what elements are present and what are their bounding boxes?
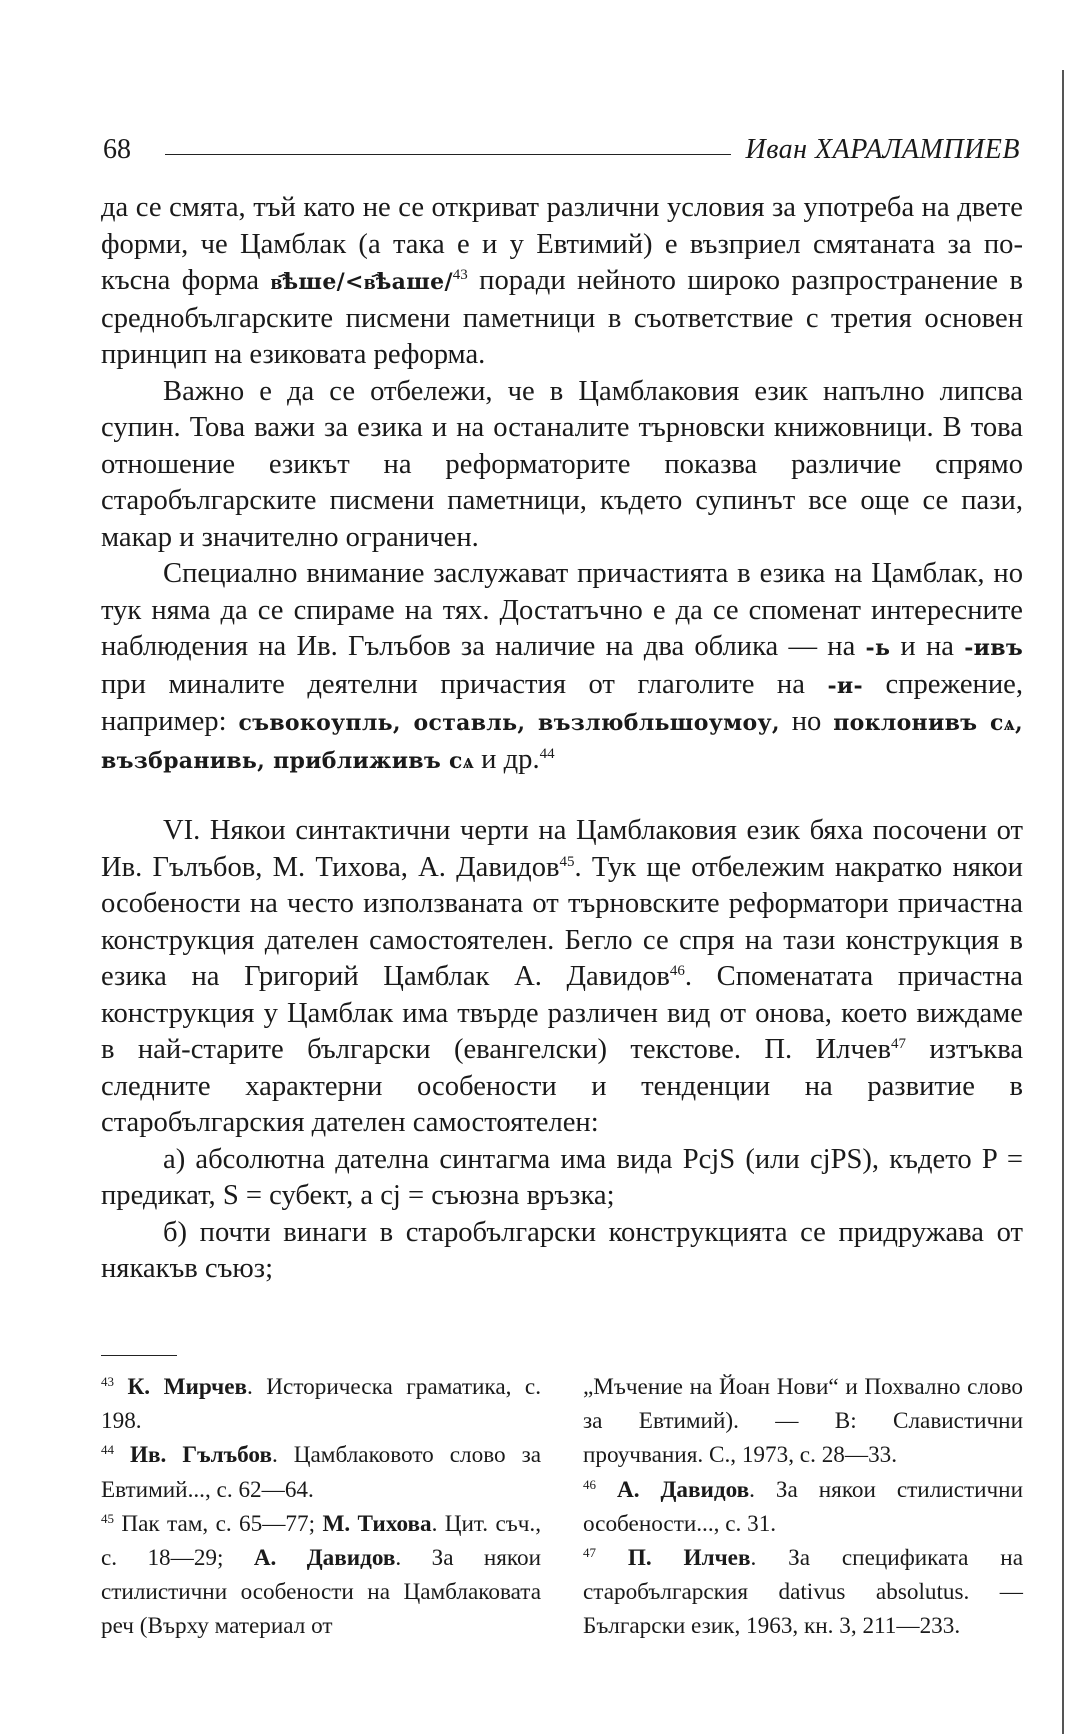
paragraph-1: да се смята, тъй като не се откриват различни условия за употреба на двете форми, че Цамблак (а така е и у Евтимий) е възприел смятаната за по-късна форма в҄ѣше/<в҄ѣаше/$^{43}$ поради нейното широко разпространение в среднобългарските писмени паметници в съответствие с третия основен принцип на езиковата реформа. [101, 192, 1023, 370]
paragraph-2: Важно е да се отбележи, че в Цамблаковия език напълно липсва супин. Това важи за езика и на останалите търновски книжовници. В това отношение езикът на реформаторите показва различие спрямо старобългарските писмени паметници, където супинът все още се пази, макар и значително ограничен. [101, 375, 1023, 553]
main-text [101, 190, 1023, 1288]
footnote-separator [101, 1355, 177, 1356]
page-number: 68 [103, 134, 131, 165]
footnote-45-continued: „Мъчение на Йоан Нови“ и Похвално слово за Евтимий). — В: Славистични проучвания. С., 1973, с. 28—33. [583, 1374, 1023, 1469]
footnotes-left-column [101, 1370, 541, 1644]
footnote-ref-47: 47 [891, 1036, 907, 1052]
footnote-44: $^{44}$ Ив. Гълъбов. Цамблаковото слово за Евтимий..., с. 62—64. [101, 1442, 542, 1503]
footnote-ref-45: 45 [559, 853, 575, 870]
running-header [103, 130, 1020, 170]
footnote-ref-44: 44 [539, 745, 555, 762]
old-church-slavonic-suffix: -ь [865, 635, 891, 661]
paragraph-6: б) почти винаги в старобългарски конструкцията се придружава от някакъв съюз; [101, 1216, 1023, 1284]
header-rule [165, 154, 731, 155]
footnote-43: $^{43}$ К. Мирчев. Историческа граматика, с. 198. [101, 1374, 541, 1435]
footnote-46: $^{46}$ А. Давидов. За някои стилистични особености..., с. 31. [583, 1476, 1024, 1537]
old-church-slavonic-examples: съвокоупль, оставль, възлюбльшоумоу, [238, 710, 780, 736]
footnotes [101, 1370, 1023, 1644]
old-church-slavonic-suffix: -и- [827, 672, 863, 699]
paragraph-3: Специално внимание заслужават причастията в езика на Цамблак, но тук няма да се спираме на тях. Достатъчно е да се споменат интересните наблюдения на Ив. Гълъбов за наличие на два облика — на -ь и на -ивъ при миналите деятелни причастия от глаголите на -и- спрежение, например: съвокоупль, оставль, възлюбльшоумоу, но поклонивъ сѧ, възбранивь, приближивъ сѧ и др.$^{44}$ [101, 558, 1024, 775]
paragraph-5: а) абсолютна дателна синтагма има вида PcjS (или cjPS), където P = предикат, S = субект, а cj = съюзна връзка; [101, 1143, 1023, 1211]
page-edge-line [1062, 70, 1064, 1734]
footnote-ref-46: 46 [669, 963, 685, 979]
old-church-slavonic-suffix: -ивъ [964, 635, 1024, 661]
footnote-47: $^{47}$ П. Илчев. За спецификата на старобългарския dativus absolutus. — Български език, 1963, кн. 3, 211—233. [583, 1545, 1023, 1640]
footnote-45: $^{45}$ Пак там, с. 65—77; М. Тихова. Цит. съч., с. 18—29; А. Давидов. За някои стилистични особености на Цамблаковата реч (Върху материал от [101, 1510, 542, 1640]
old-church-slavonic-form: в҄ѣше/<в҄ѣаше/ [270, 269, 453, 295]
footnotes-right-column [583, 1370, 1023, 1644]
old-church-slavonic-examples: поклонивъ сѧ, възбранивь, приближивъ сѧ [101, 710, 1023, 774]
running-head-author: Иван ХАРАЛАМПИЕВ [745, 134, 1020, 165]
footnote-ref-43: 43 [452, 267, 468, 283]
paragraph-4: VI. Някои синтактични черти на Цамблаковия език бяха посочени от Ив. Гълъбов, М. Тихова, А. Давидов$^{45}$. Тук ще отбележим накратко някои особености на често използваната от търновските реформатори причастна конструкция дателен самостоятелен. Бегло се спря на тази конструкция в езика на Григорий Цамблак А. Давидов$^{46}$. Споменатата причастна конструкция у Цамблак има твърде различен вид от онова, което виждаме в най-старите български (евангелски) текстове. П. Илчев$^{47}$ изтъква следните характерни особености и тенденции на развитие в старобългарския дателен самостоятелен: [101, 815, 1024, 1138]
